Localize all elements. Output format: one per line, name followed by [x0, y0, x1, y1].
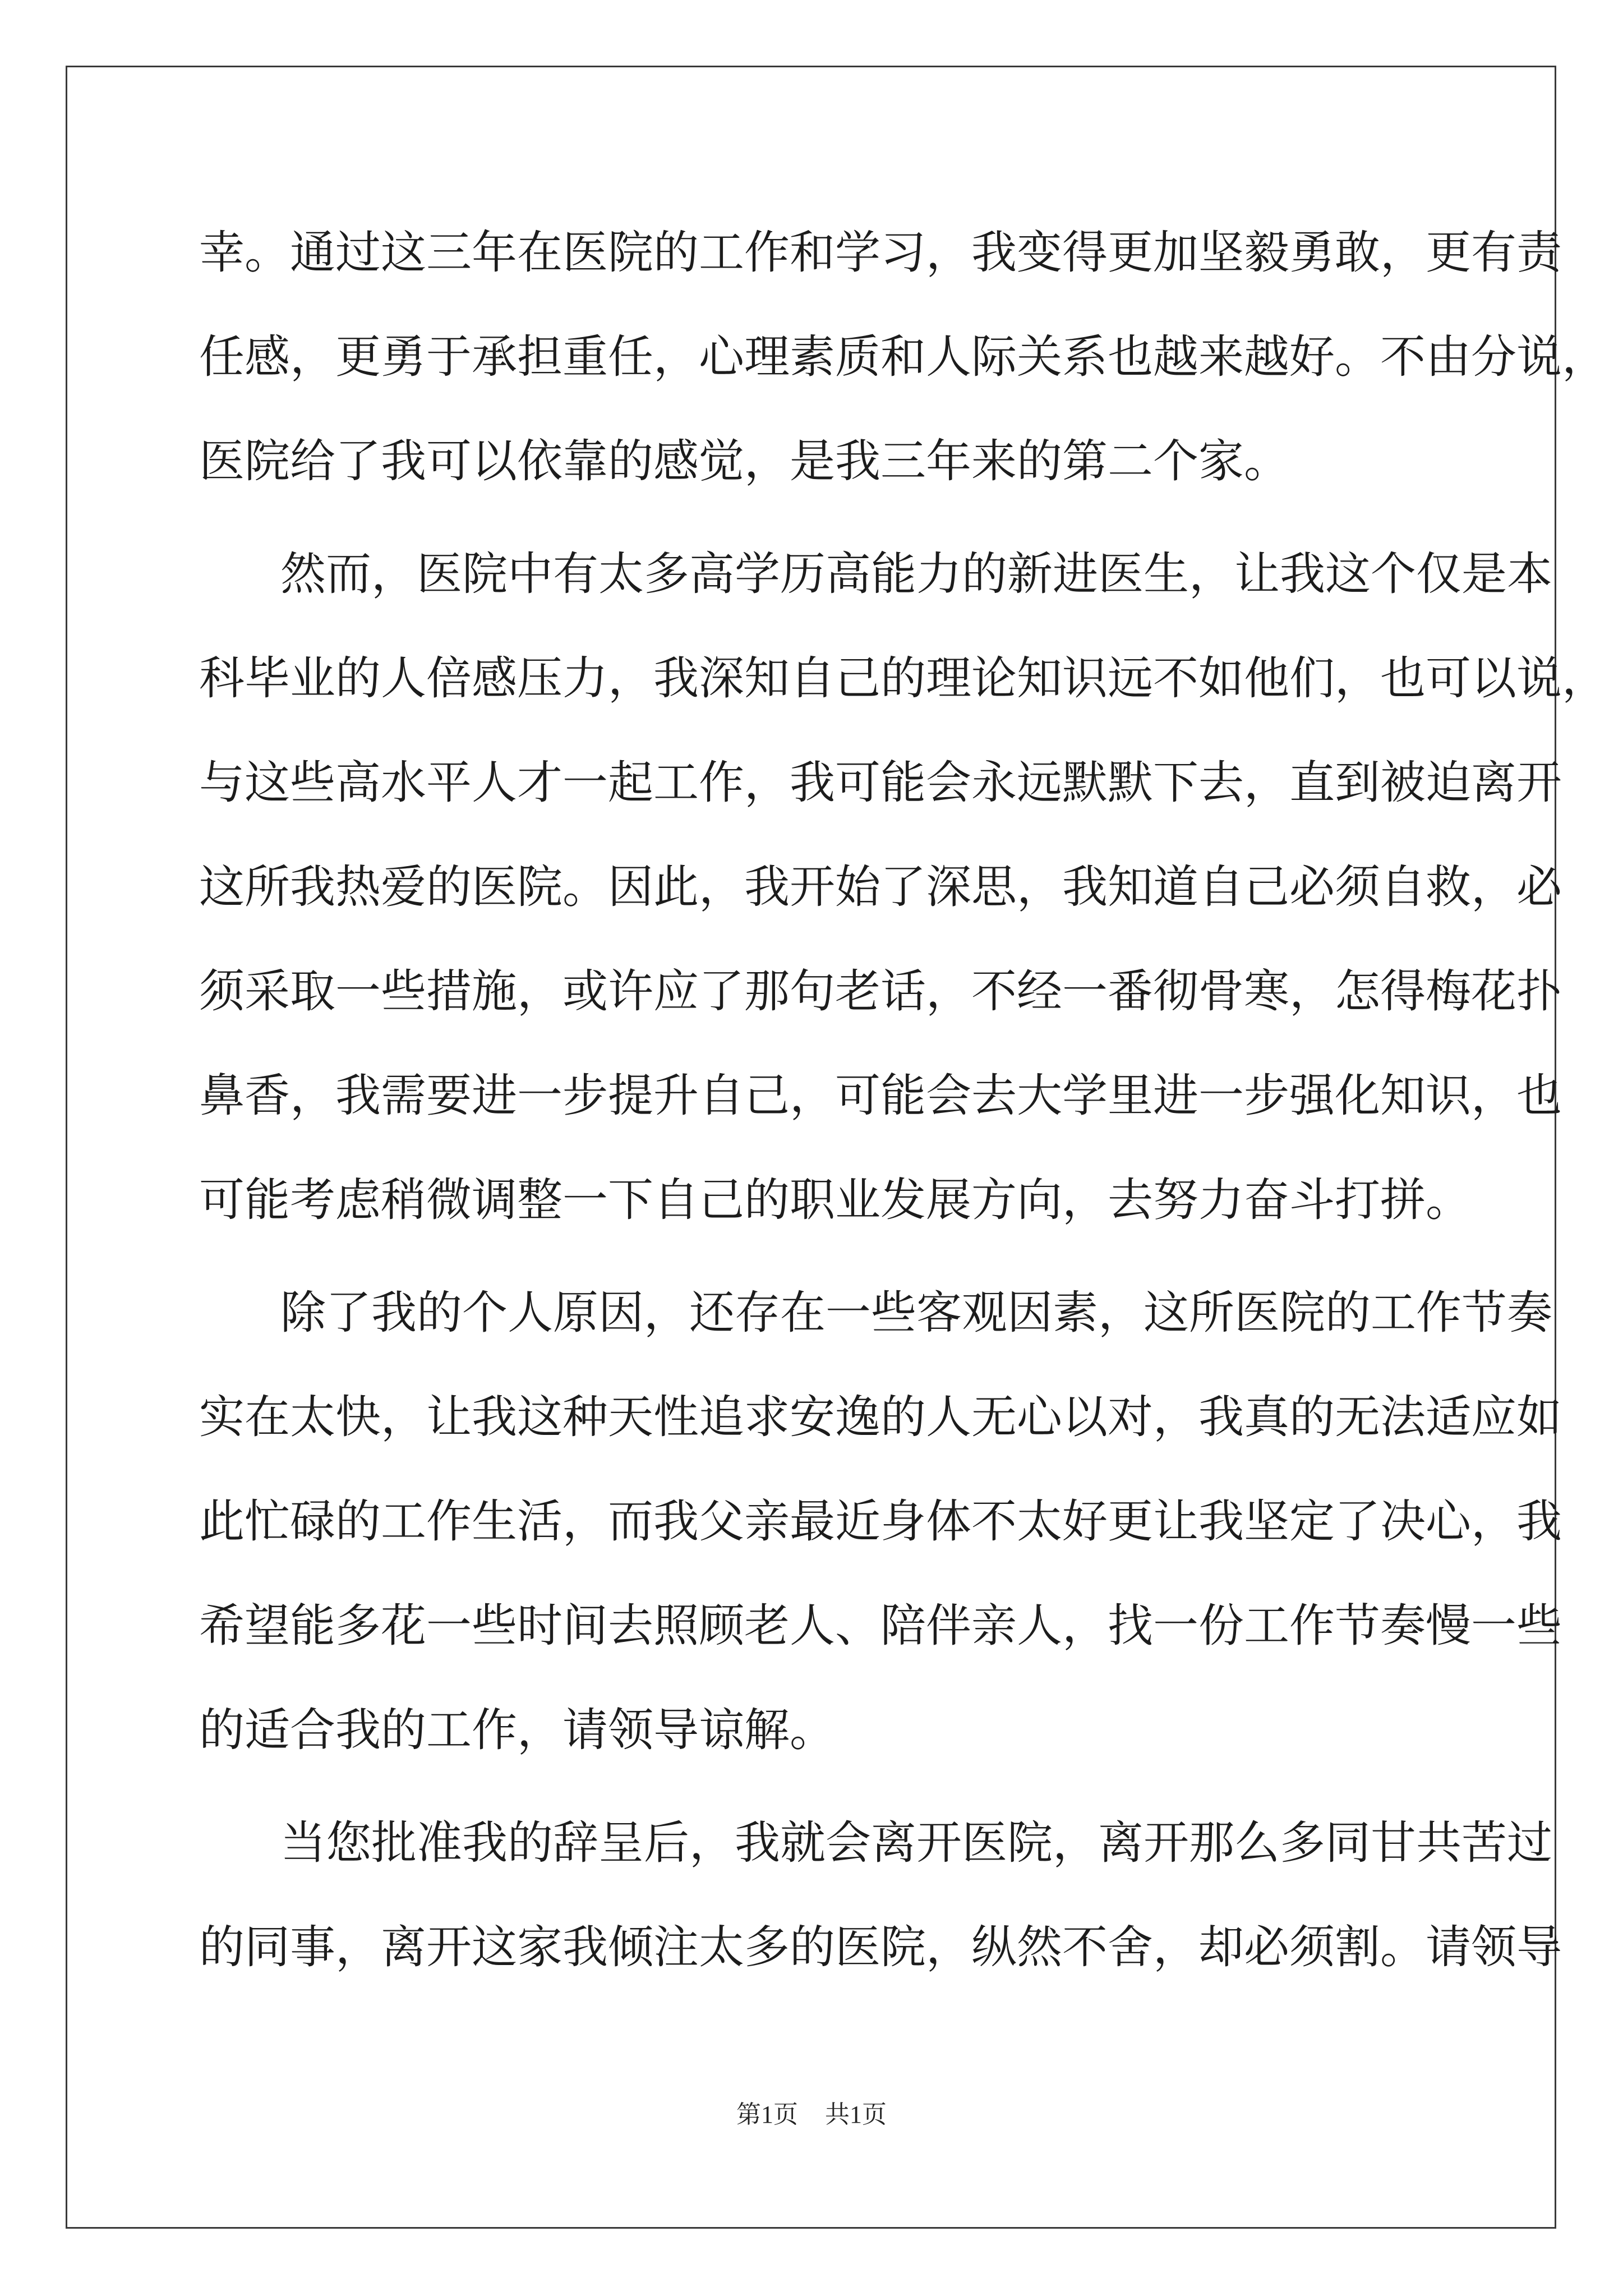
- text-line: [0, 222, 1623, 284]
- text-line-content: 希望能多花一些时间去照顾老人、陪伴亲人，找一份工作节奏慢一些: [199, 1600, 1562, 1653]
- text-line-content: 的适合我的工作，请领导谅解。: [199, 1704, 836, 1757]
- page-border: [66, 66, 1556, 2229]
- text-line: [0, 1700, 1623, 1761]
- text-line: [0, 1065, 1623, 1127]
- text-line-content: 当您批准我的辞呈后，我就会离开医院，离开那么多同甘共苦过: [280, 1817, 1553, 1870]
- text-line: [0, 1170, 1623, 1231]
- text-line-content: 可能考虑稍微调整一下自己的职业发展方向，去努力奋斗打拼。: [199, 1174, 1472, 1227]
- text-line: [0, 961, 1623, 1023]
- text-line: [0, 648, 1623, 710]
- text-line-content: 幸。通过这三年在医院的工作和学习，我变得更加坚毅勇敢，更有责: [199, 227, 1562, 279]
- text-line-content: 须采取一些措施，或许应了那句老话，不经一番彻骨寒，怎得梅花扑: [199, 965, 1562, 1018]
- text-line: [0, 1595, 1623, 1657]
- text-line: [0, 1491, 1623, 1553]
- text-line-content: 与这些高水平人才一起工作，我可能会永远默默下去，直到被迫离开: [199, 757, 1562, 809]
- text-line: [0, 431, 1623, 493]
- text-line: [0, 1282, 1623, 1344]
- text-line-content: 这所我热爱的医院。因此，我开始了深思，我知道自己必须自救，必: [199, 861, 1562, 914]
- text-line-content: 鼻香，我需要进一步提升自己，可能会去大学里进一步强化知识，也: [199, 1070, 1562, 1122]
- text-line-content: 除了我的个人原因，还存在一些客观因素，这所医院的工作节奏: [280, 1287, 1553, 1340]
- page-number-label: 第1页: [736, 2101, 798, 2128]
- text-line-content: 然而，医院中有太多高学历高能力的新进医生，让我这个仅是本: [280, 548, 1553, 601]
- page-footer: [0, 2098, 1623, 2132]
- text-line: [0, 326, 1623, 388]
- text-line-content: 任感，更勇于承担重任，心理素质和人际关系也越来越好。不由分说，: [199, 331, 1608, 384]
- page-total-label: 共1页: [825, 2101, 887, 2128]
- text-line: [0, 544, 1623, 605]
- text-line: [0, 1387, 1623, 1448]
- text-line-content: 医院给了我可以依靠的感觉，是我三年来的第二个家。: [199, 435, 1290, 488]
- text-line-content: 科毕业的人倍感压力，我深知自己的理论知识远不如他们，也可以说，: [199, 652, 1608, 705]
- text-line: [0, 752, 1623, 814]
- text-line: [0, 1917, 1623, 1978]
- text-line: [0, 1812, 1623, 1874]
- text-line-content: 的同事，离开这家我倾注太多的医院，纵然不舍，却必须割。请领导: [199, 1921, 1562, 1974]
- text-line: [0, 857, 1623, 918]
- text-line-content: 此忙碌的工作生活，而我父亲最近身体不太好更让我坚定了决心，我: [199, 1496, 1562, 1548]
- text-line-content: 实在太快，让我这种天性追求安逸的人无心以对，我真的无法适应如: [199, 1391, 1562, 1444]
